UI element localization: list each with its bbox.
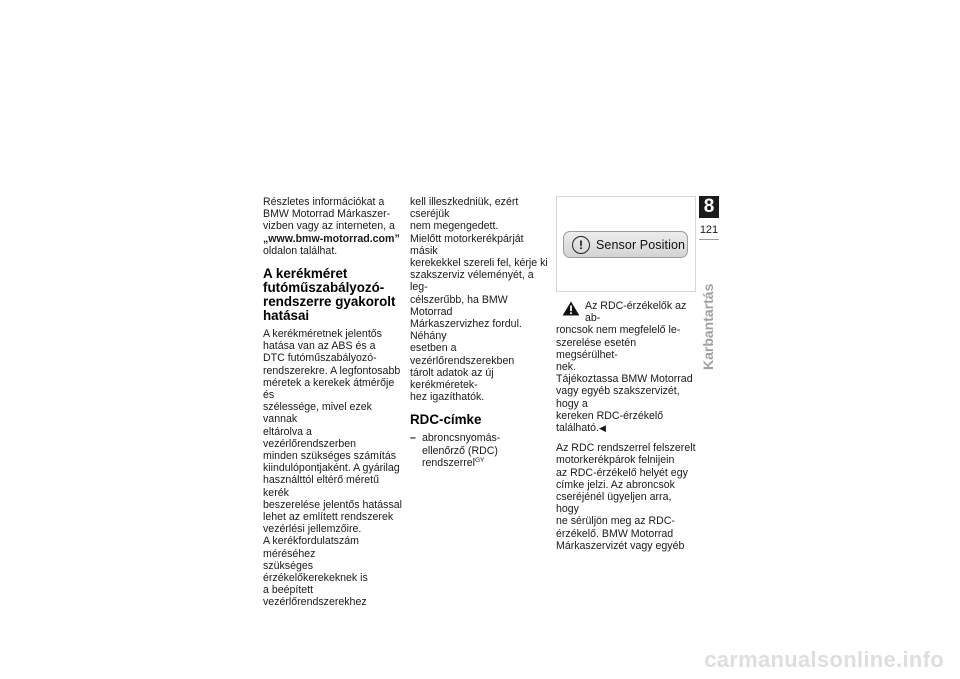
intro-line: BMW Motorrad Márkaszer-	[263, 208, 391, 221]
column-left	[263, 196, 403, 609]
instrument-display	[563, 231, 688, 258]
warning-line: nek.	[556, 361, 577, 374]
body-line: célszerűbb, ha BMW Motorrad	[410, 293, 508, 318]
heading-line: hatásai	[263, 308, 310, 324]
warning-line: vagy egyéb szakszervizét, hogy a	[556, 385, 680, 410]
warning-line: Az RDC-érzékelők az ab-	[585, 300, 687, 325]
warning-last-text: kereken RDC-érzékelő található.	[556, 409, 664, 435]
body-line: érzékelő. BMW Motorrad	[556, 527, 674, 540]
body-line: szélessége, mivel ezek vannak	[263, 401, 372, 426]
heading-line: futóműszabályozó-	[263, 280, 385, 296]
body-line: A kerékméretnek jelentős	[263, 328, 382, 341]
page-number: 121	[699, 224, 719, 236]
body-line: hez igazíthatók.	[410, 391, 485, 404]
sensor-position-figure	[556, 196, 696, 292]
body-line: cseréjénél ügyeljen arra, hogy	[556, 491, 672, 516]
body-line: hatása van az ABS és a	[263, 340, 376, 353]
footnote-marker: GY	[475, 456, 485, 464]
body-line: vezérlési jellemzőire.	[263, 523, 362, 536]
body-line: szükséges érzékelőkerekeknek is	[263, 559, 368, 585]
list-line: ellenőrző (RDC) rendszerrel	[422, 444, 498, 469]
body-line: beszerelése jelentős hatással	[263, 498, 402, 511]
body-line: A kerékfordulatszám méréséhez	[263, 535, 359, 560]
chapter-number-badge: 8	[699, 196, 719, 218]
body-line: motorkerékpárok felnijein	[556, 454, 675, 467]
end-marker-icon: ◀	[599, 423, 606, 434]
body-line: rendszerekre. A legfontosabb	[263, 364, 401, 377]
list-text	[422, 432, 550, 469]
section-label-vertical: Karbantartás	[700, 283, 716, 370]
body-line: Mielőtt motorkerékpárját másik	[410, 232, 524, 257]
heading-line: rendszerre gyakorolt	[263, 294, 396, 310]
body-line: Márkaszervizhez fordul. Néhány	[410, 318, 522, 343]
warning-line: Tájékoztassa BMW Motorrad	[556, 373, 693, 386]
warning-line	[556, 410, 696, 434]
exclamation-circle-icon: !	[572, 236, 590, 254]
watermark: carmanualsonline.info	[704, 647, 944, 672]
body-line: Márkaszervizét vagy egyéb	[556, 539, 685, 552]
list-item	[410, 432, 550, 469]
body-line: eltárolva a vezérlőrendszerben	[263, 425, 357, 450]
body-line: a beépített vezérlőrendszerekhez	[263, 584, 367, 609]
warning-block	[556, 300, 696, 434]
intro-line: vizben vagy az interneten, a	[263, 220, 395, 233]
body-line: tárolt adatok az új kerékméretek-	[410, 366, 494, 392]
website-url[interactable]: „www.bmw-motorrad.com”	[263, 232, 400, 245]
warning-line: szerelése esetén megsérülhet-	[556, 336, 637, 361]
body-line: méretek a kerekek átmérője és	[263, 376, 395, 402]
divider	[699, 239, 719, 240]
body-line: kerekekkel szereli fel, kérje ki	[410, 257, 548, 270]
column-middle	[410, 196, 550, 469]
section-heading-wheel-size	[263, 267, 403, 323]
body-line: használttól eltérő méretű kerék	[263, 474, 380, 499]
section-heading-rdc-label: RDC-címke	[410, 412, 482, 428]
body-line: kell illeszkedniük, ezért cseréjük	[410, 196, 519, 221]
display-message: Sensor Position	[596, 237, 686, 252]
body-line: címke jelzi. Az abroncsok	[556, 478, 675, 491]
body-line: kiindulópontjaként. A gyárilag	[263, 462, 400, 475]
list-dash: –	[410, 432, 416, 445]
body-line: minden szükséges számítás	[263, 450, 397, 463]
list-line: abroncsnyomás-	[422, 432, 501, 445]
body-line: szakszerviz véleményét, a leg-	[410, 269, 534, 294]
warning-line: roncsok nem megfelelő le-	[556, 324, 681, 337]
body-line: az RDC-érzékelő helyét egy	[556, 466, 688, 479]
column-right	[556, 300, 696, 552]
heading-line: A kerékméret	[263, 266, 348, 282]
body-line: esetben a vezérlőrendszerekben	[410, 342, 515, 367]
body-line: lehet az említett rendszerek	[263, 511, 394, 524]
body-line: nem megengedett.	[410, 220, 499, 233]
warning-triangle-icon	[562, 301, 580, 316]
intro-line: oldalon találhat.	[263, 244, 338, 257]
body-line: ne sérüljön meg az RDC-	[556, 515, 675, 528]
body-line: DTC futóműszabályozó-	[263, 352, 377, 365]
intro-line: Részletes információkat a	[263, 196, 385, 208]
body-line: Az RDC rendszerrel felszerelt	[556, 442, 696, 455]
